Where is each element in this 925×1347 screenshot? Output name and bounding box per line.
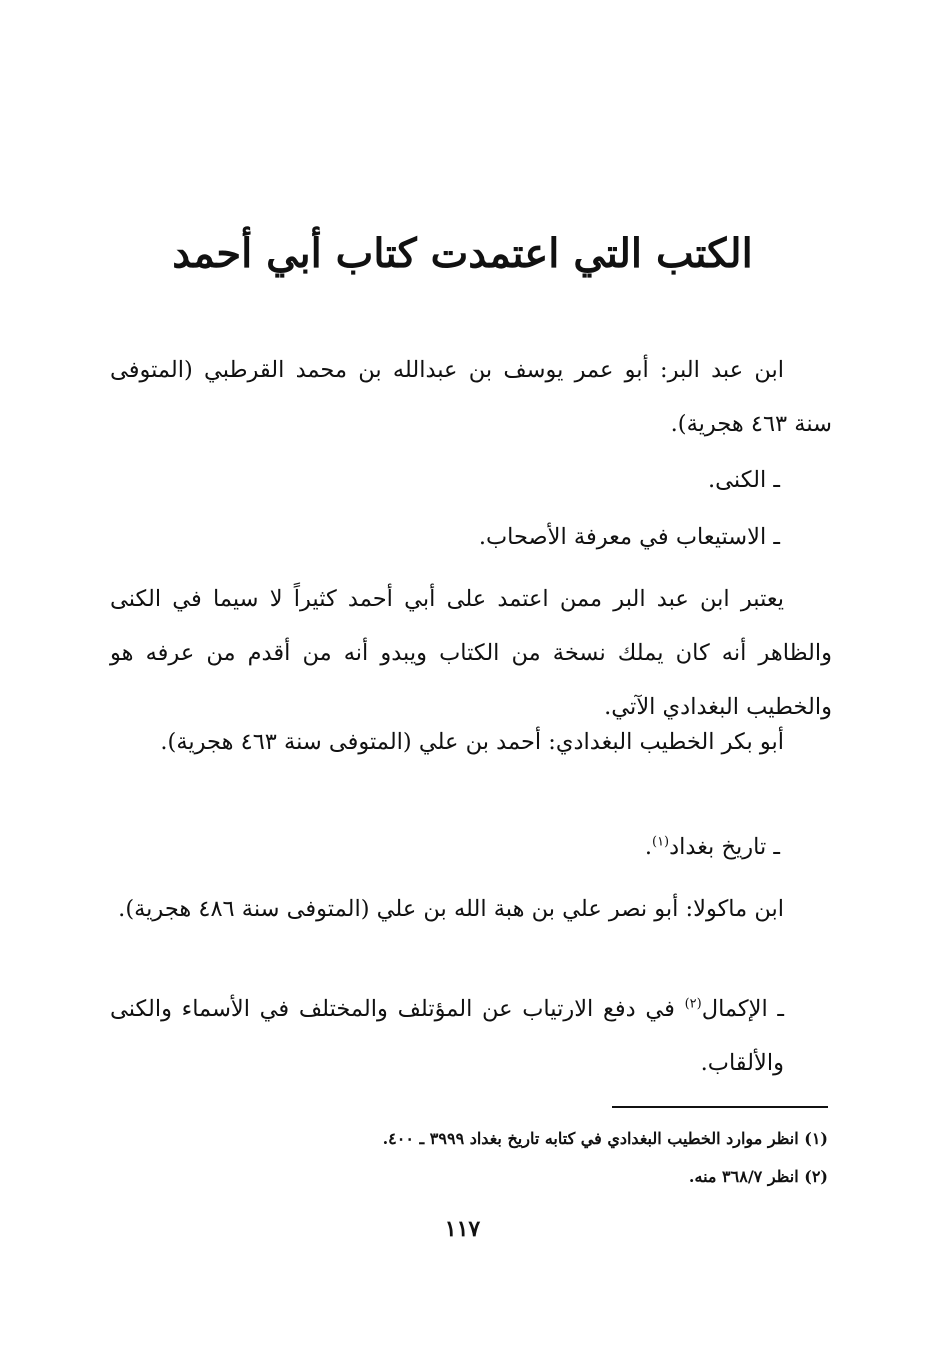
footnote-ref-2: (٢) [684,996,702,1012]
page-title: الكتب التي اعتمدت كتاب أبي أحمد [172,230,753,277]
list-item-rest: في دفع الارتياب عن المؤتلف والمختلف في الأسماء والكنى والألقاب. [110,996,784,1076]
list-item-text: ـ الإكمال [701,996,784,1022]
paragraph-reliance-note: يعتبر ابن عبد البر ممن اعتمد على أبي أحمد كثيراً لا سيما في الكنى والظاهر أنه كان يملك نسخة من الكتاب ويبدو أنه من أقدم من عرفه هو والخطيب البغدادي الآتي. [110,586,832,720]
list-item-tarikh-baghdad [110,820,832,874]
paragraph-ibn-abd-al-barr: ابن عبد البر: أبو عمر يوسف بن عبدالله بن محمد القرطبي (المتوفى سنة ٤٦٣ هجرية). [110,357,832,437]
list-item-kuna: ـ الكنى. [708,467,780,493]
list-item-istiab: ـ الاستيعاب في معرفة الأصحاب. [478,524,780,550]
footnote-1: (١) انظر موارد الخطيب البغدادي في كتابه تاريخ بغداد ٣٩٩٩ ـ ٤٠٠. [382,1129,828,1148]
paragraph-khatib-baghdadi: أبو بكر الخطيب البغدادي: أحمد بن علي (المتوفى سنة ٤٦٣ هجرية). [160,729,784,755]
page-number: ١١٧ [444,1216,481,1242]
list-item-end: . [644,834,652,860]
list-item-text: ـ تاريخ بغداد [669,834,780,860]
list-item-ikmal [110,982,832,1090]
paragraph-ibn-makula: ابن ماكولا: أبو نصر علي بن هبة الله بن علي (المتوفى سنة ٤٨٦ هجرية). [118,896,784,922]
footnote-separator [612,1106,828,1108]
footnote-2: (٢) انظر ٣٦٨/٧ منه. [688,1167,828,1186]
footnote-ref-1: (١) [651,834,670,850]
